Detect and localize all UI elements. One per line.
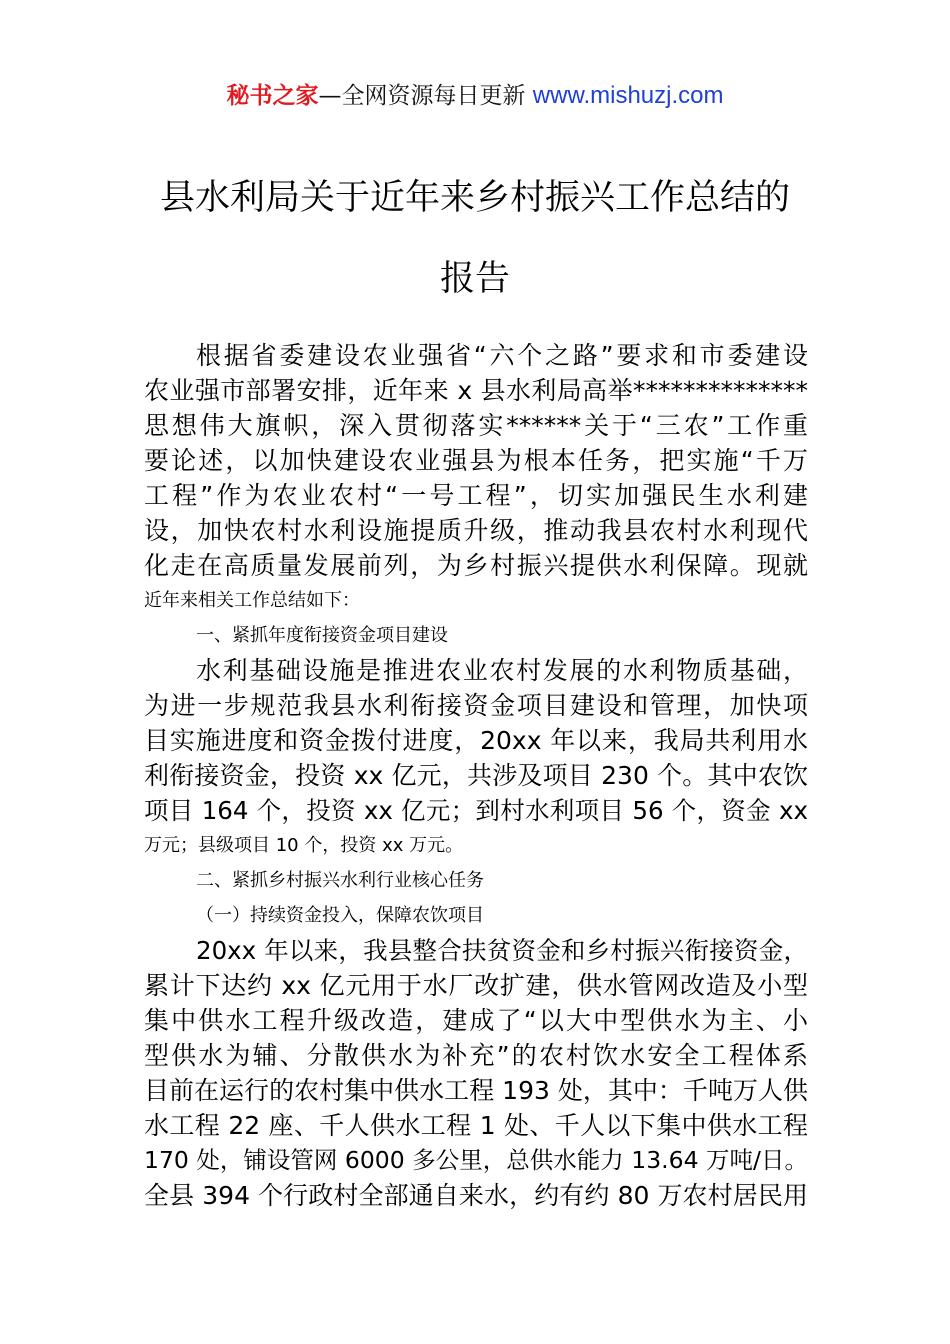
paragraph-line: 20xx 年以来，我县整合扶贫资金和乡村振兴衔接资金， [196, 936, 808, 965]
paragraph-line: 项目 164 个，投资 xx 亿元；到村水利项目 56 个，资金 xx [144, 796, 808, 825]
paragraph-line: 近年来相关工作总结如下： [144, 590, 360, 611]
paragraph-line: 目实施进度和资金拨付进度，20xx 年以来，我局共利用水 [144, 726, 808, 755]
header-tagline: —全网资源每日更新 [318, 83, 526, 109]
brand-name: 秘书之家 [226, 83, 319, 109]
paragraph-line: 水工程 22 座、千人供水工程 1 处、千人以下集中供水工程 [144, 1111, 808, 1140]
subsection-heading: （一）持续资金投入，保障农饮项目 [196, 905, 484, 926]
site-header [0, 80, 950, 112]
paragraph-line: 集中供水工程升级改造，建成了“以大中型供水为主、小 [144, 1006, 808, 1035]
paragraph-line: 工程”作为农业农村“一号工程”，切实加强民生水利建 [144, 481, 808, 510]
paragraph-line: 化走在高质量发展前列，为乡村振兴提供水利保障。现就 [144, 551, 808, 580]
paragraph-line: 思想伟大旗帜，深入贯彻落实******关于“三农”工作重 [144, 411, 808, 440]
title-line-2: 报告 [439, 259, 510, 299]
paragraph-line: 为进一步规范我县水利衔接资金项目建设和管理，加快项 [144, 691, 808, 720]
document-title [0, 176, 950, 301]
paragraph-line: 目前在运行的农村集中供水工程 193 处，其中：千吨万人供 [144, 1076, 808, 1105]
paragraph-line: 全县 394 个行政村全部通自来水，约有约 80 万农村居民用 [144, 1181, 808, 1210]
section-heading: 二、紧抓乡村振兴水利行业核心任务 [196, 870, 484, 891]
paragraph-line: 农业强市部署安排，近年来 x 县水利局高举************** [144, 376, 808, 405]
paragraph-line: 水利基础设施是推进农业农村发展的水利物质基础， [196, 656, 808, 685]
paragraph-line: 根据省委建设农业强省“六个之路”要求和市委建设 [196, 341, 808, 370]
site-link[interactable]: www.mishuzj.com [532, 82, 724, 109]
paragraph-line: 万元；县级项目 10 个，投资 xx 万元。 [144, 835, 464, 856]
paragraph-line: 型供水为辅、分散供水为补充”的农村饮水安全工程体系 [144, 1041, 808, 1070]
paragraph-line: 利衔接资金，投资 xx 亿元，共涉及项目 230 个。其中农饮 [144, 761, 808, 790]
document-body [144, 338, 844, 1213]
paragraph-line: 设，加快农村水利设施提质升级，推动我县农村水利现代 [144, 516, 808, 545]
title-line-1: 县水利局关于近年来乡村振兴工作总结的 [159, 178, 790, 218]
paragraph-line: 170 处，铺设管网 6000 多公里，总供水能力 13.64 万吨/日。 [144, 1146, 808, 1174]
section-heading: 一、紧抓年度衔接资金项目建设 [196, 625, 448, 646]
paragraph-line: 要论述，以加快建设农业强县为根本任务，把实施“千万 [144, 446, 808, 475]
paragraph-line: 累计下达约 xx 亿元用于水厂改扩建，供水管网改造及小型 [144, 971, 808, 1000]
